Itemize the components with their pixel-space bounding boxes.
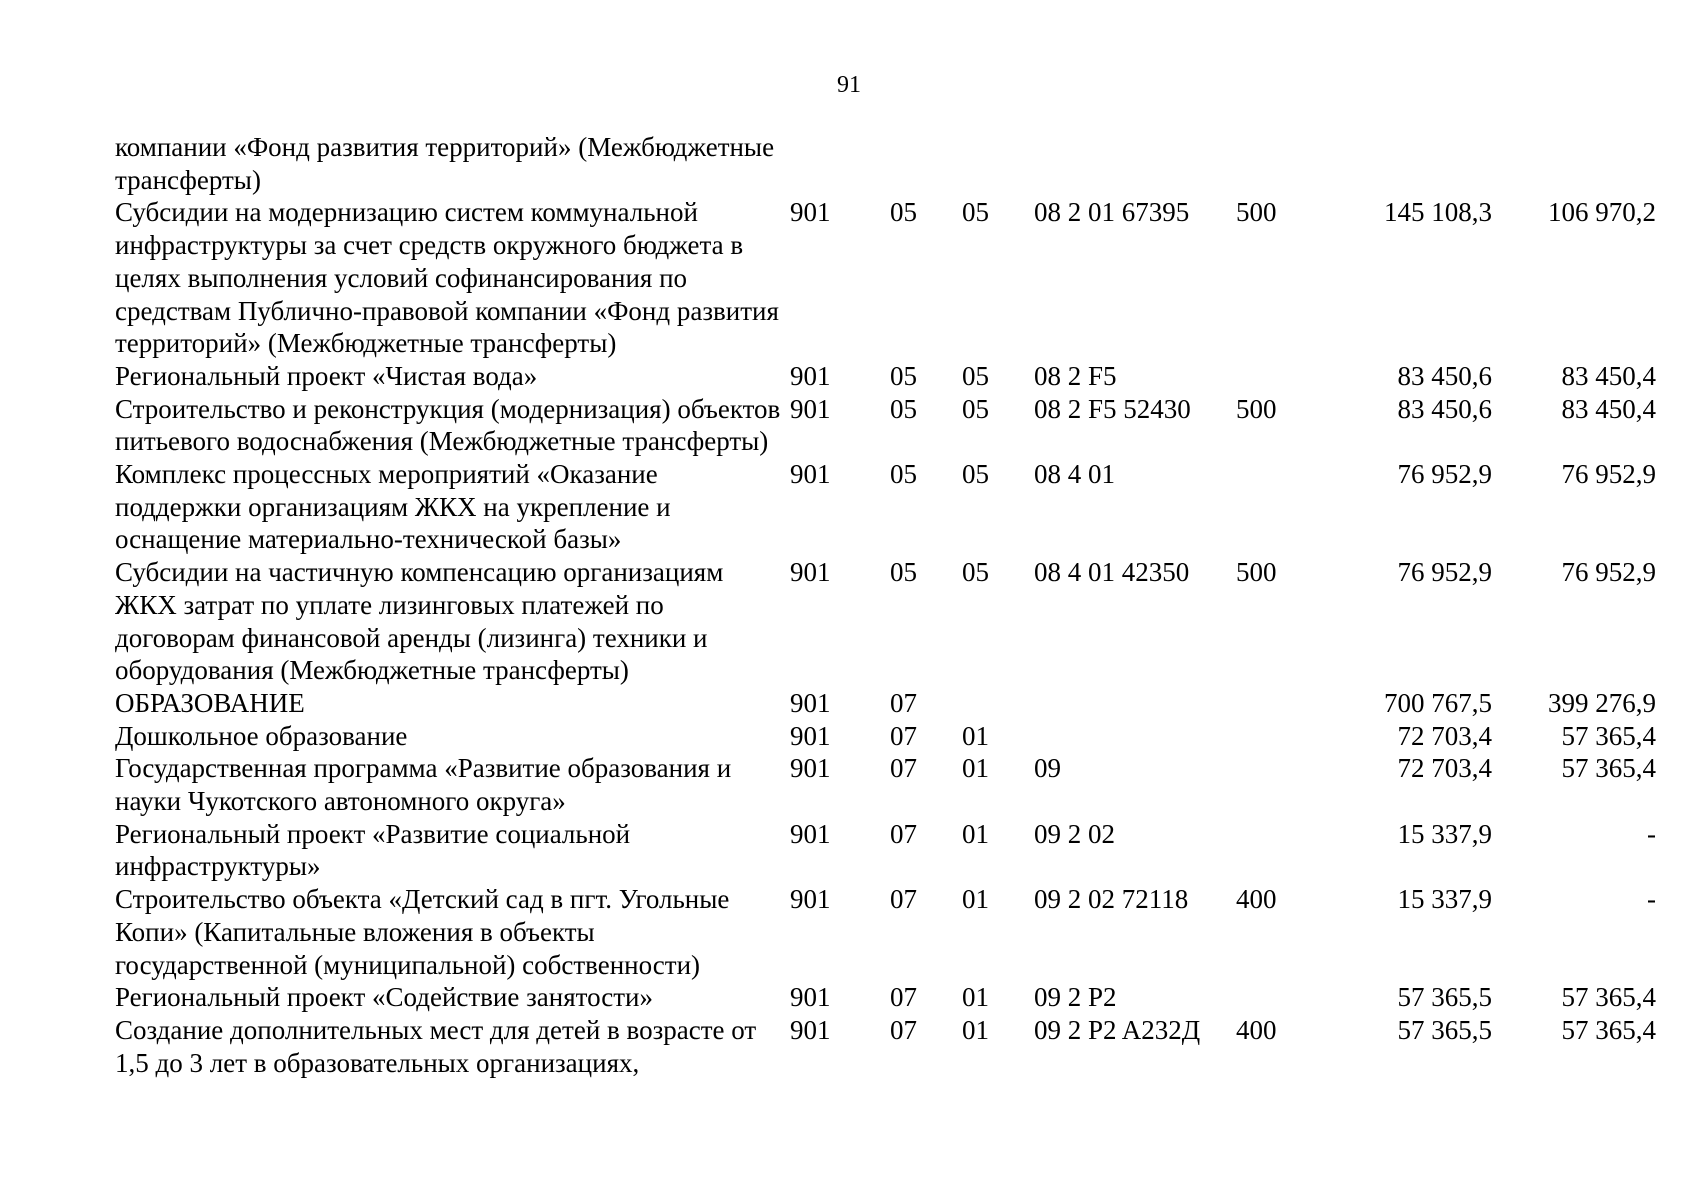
row-amount-1: 145 108,3: [1384, 197, 1492, 228]
row-ministry-code: 901: [790, 687, 831, 718]
table-row: [115, 131, 1656, 196]
table-row: [115, 883, 1656, 981]
row-section-code: 07: [890, 687, 917, 718]
row-ministry-code: 901: [790, 393, 831, 424]
row-section-code: 07: [890, 720, 917, 751]
budget-table: [115, 131, 1656, 1079]
row-subsection-code: 05: [962, 360, 989, 391]
row-target-article: 09 2 02: [1034, 818, 1115, 849]
row-target-article: [1034, 687, 1236, 720]
row-target-article: 08 2 01 67395: [1034, 197, 1190, 228]
row-subsection-code: 01: [962, 884, 989, 915]
row-subsection-code: 01: [962, 753, 989, 784]
row-amount-2: 399 276,9: [1548, 687, 1656, 718]
row-subsection-code: [962, 131, 1034, 196]
row-expense-type: [1236, 981, 1346, 1014]
row-name: Строительство и реконструкция (модернизация) объектов питьевого водоснабжения (Межбюджетные трансферты): [115, 393, 781, 457]
table-row: [115, 360, 1656, 393]
table-row: [115, 393, 1656, 458]
row-amount-2: 83 450,4: [1561, 360, 1656, 391]
row-target-article: 09 2 P2: [1034, 982, 1117, 1013]
row-amount-1: 700 767,5: [1384, 687, 1492, 718]
row-amount-2: 57 365,4: [1561, 753, 1656, 784]
row-section-code: 05: [890, 393, 917, 424]
row-amount-1: 76 952,9: [1397, 557, 1492, 588]
row-amount-1: 57 365,5: [1397, 1014, 1492, 1045]
row-subsection-code: 05: [962, 459, 989, 490]
row-section-code: [890, 131, 962, 196]
row-amount-1: 72 703,4: [1397, 753, 1492, 784]
row-amount-2: 106 970,2: [1548, 197, 1656, 228]
table-row: [115, 818, 1656, 883]
row-ministry-code: [790, 131, 890, 196]
row-amount-1: 72 703,4: [1397, 720, 1492, 751]
row-amount-1: 57 365,5: [1397, 982, 1492, 1013]
row-amount-2: [1492, 131, 1656, 196]
row-target-article: 08 2 F5 52430: [1034, 393, 1191, 424]
row-amount-1: 76 952,9: [1397, 459, 1492, 490]
row-ministry-code: 901: [790, 360, 831, 391]
row-amount-1: 83 450,6: [1397, 393, 1492, 424]
page-number: 91: [837, 72, 861, 98]
row-subsection-code: 01: [962, 720, 989, 751]
row-ministry-code: 901: [790, 197, 831, 228]
row-name: Субсидии на частичную компенсацию организациям ЖКХ затрат по уплате лизинговых платежей по договорам финансовой аренды (лизинга) техники и оборудования (Межбюджетные трансферты): [115, 557, 724, 686]
row-ministry-code: 901: [790, 1014, 831, 1045]
budget-table-body: [115, 131, 1656, 1079]
row-amount-2: 76 952,9: [1561, 459, 1656, 490]
row-expense-type: 500: [1236, 557, 1277, 588]
row-section-code: 07: [890, 884, 917, 915]
row-subsection-code: 01: [962, 1014, 989, 1045]
row-section-code: 07: [890, 1014, 917, 1045]
row-amount-2: 83 450,4: [1561, 393, 1656, 424]
row-ministry-code: 901: [790, 982, 831, 1013]
row-target-article: [1034, 720, 1236, 753]
row-target-article: 09 2 02 72118: [1034, 884, 1189, 915]
row-amount-2: 57 365,4: [1561, 1014, 1656, 1045]
row-name: Дошкольное образование: [115, 720, 408, 751]
row-section-code: 05: [890, 557, 917, 588]
row-section-code: 05: [890, 459, 917, 490]
row-name: Региональный проект «Содействие занятости»: [115, 982, 653, 1013]
row-amount-2: -: [1647, 884, 1656, 915]
row-expense-type: [1236, 458, 1346, 556]
row-section-code: 05: [890, 360, 917, 391]
row-amount-2: 76 952,9: [1561, 557, 1656, 588]
row-name: Строительство объекта «Детский сад в пгт. Угольные Копи» (Капитальные вложения в объекты государственной (муниципальной) собственности): [115, 884, 730, 980]
row-ministry-code: 901: [790, 753, 831, 784]
row-name: Региональный проект «Чистая вода»: [115, 360, 538, 391]
row-ministry-code: 901: [790, 884, 831, 915]
row-subsection-code: 05: [962, 393, 989, 424]
table-row: [115, 687, 1656, 720]
row-expense-type: [1236, 687, 1346, 720]
row-name: Государственная программа «Развитие образования и науки Чукотского автономного округа»: [115, 753, 732, 817]
table-row: [115, 752, 1656, 817]
row-section-code: 05: [890, 197, 917, 228]
row-ministry-code: 901: [790, 720, 831, 751]
row-subsection-code: 05: [962, 557, 989, 588]
row-ministry-code: 901: [790, 459, 831, 490]
row-name: Комплекс процессных мероприятий «Оказание поддержки организациям ЖКХ на укрепление и оснащение материально-технической базы»: [115, 459, 671, 555]
row-expense-type: [1236, 131, 1346, 196]
row-amount-1: 15 337,9: [1397, 818, 1492, 849]
row-subsection-code: 01: [962, 982, 989, 1013]
row-name: Создание дополнительных мест для детей в возрасте от 1,5 до 3 лет в образовательных организациях,: [115, 1014, 757, 1078]
row-target-article: 08 4 01: [1034, 459, 1115, 490]
row-amount-2: 57 365,4: [1561, 720, 1656, 751]
row-amount-2: 57 365,4: [1561, 982, 1656, 1013]
table-row: [115, 458, 1656, 556]
row-subsection-code: 05: [962, 197, 989, 228]
row-expense-type: [1236, 720, 1346, 753]
table-row: [115, 720, 1656, 753]
row-subsection-code: [962, 687, 1034, 720]
row-expense-type: 500: [1236, 197, 1277, 228]
row-name: Субсидии на модернизацию систем коммунальной инфраструктуры за счет средств окружного бюджета в целях выполнения условий софинансирования по средствам Публично-правовой компании «Фонд развития территорий» (Межбюджетные трансферты): [115, 197, 779, 359]
table-row: [115, 196, 1656, 360]
row-amount-1: 83 450,6: [1397, 360, 1492, 391]
row-expense-type: [1236, 360, 1346, 393]
row-expense-type: [1236, 818, 1346, 883]
row-expense-type: [1236, 752, 1346, 817]
row-section-code: 07: [890, 982, 917, 1013]
row-name: компании «Фонд развития территорий» (Межбюджетные трансферты): [115, 132, 775, 195]
table-row: [115, 981, 1656, 1014]
row-subsection-code: 01: [962, 818, 989, 849]
row-target-article: [1034, 131, 1236, 196]
table-row: [115, 556, 1656, 687]
table-row: [115, 1014, 1656, 1079]
row-amount-1: 15 337,9: [1397, 884, 1492, 915]
row-target-article: 08 4 01 42350: [1034, 557, 1190, 588]
row-name: Региональный проект «Развитие социальной инфраструктуры»: [115, 818, 631, 882]
row-ministry-code: 901: [790, 818, 831, 849]
row-amount-2: -: [1647, 818, 1656, 849]
row-expense-type: 400: [1236, 884, 1277, 915]
row-expense-type: 500: [1236, 393, 1277, 424]
row-section-code: 07: [890, 818, 917, 849]
row-target-article: 08 2 F5: [1034, 360, 1117, 391]
row-target-article: 09 2 P2 A232Д: [1034, 1014, 1201, 1045]
row-target-article: 09: [1034, 753, 1061, 784]
row-ministry-code: 901: [790, 557, 831, 588]
row-section-code: 07: [890, 753, 917, 784]
row-expense-type: 400: [1236, 1014, 1277, 1045]
row-name: ОБРАЗОВАНИЕ: [115, 687, 305, 718]
row-amount-1: [1346, 131, 1492, 196]
